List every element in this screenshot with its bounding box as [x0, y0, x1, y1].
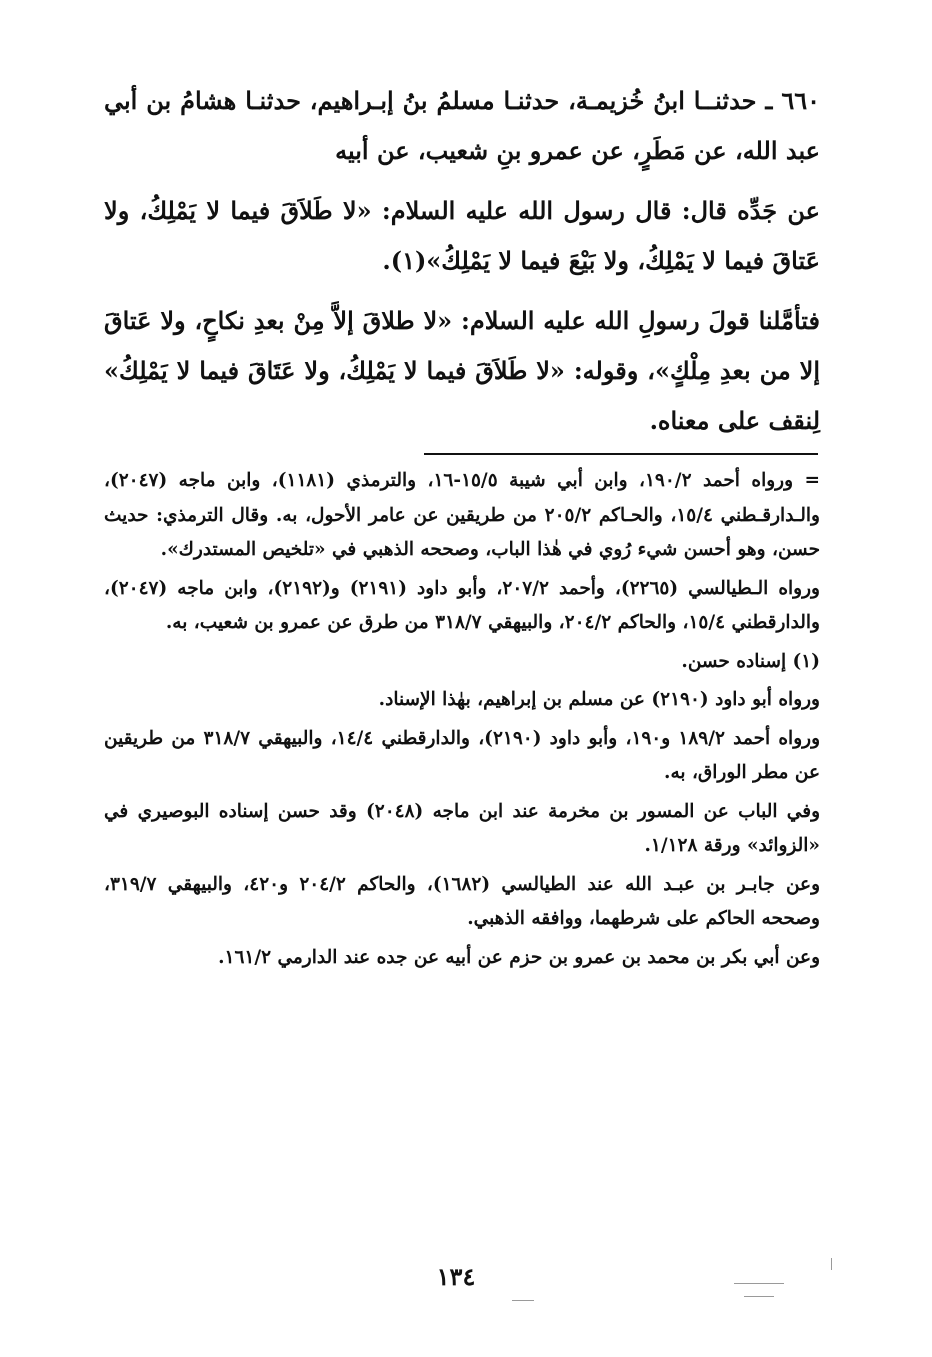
scan-mark	[831, 1258, 832, 1270]
page-number: ١٣٤	[436, 1262, 476, 1291]
hadith-paragraph: ٦٦٠ ـ حدثنــا ابنُ خُزيمـة، حدثنـا مسلمُ بنُ إبـراهيم، حدثنـا هشامُ بن أبي عبد الله، عن مَطَرٍ، عن عمرو بنِ شعيب، عن أبيه	[104, 86, 820, 165]
footnote-separator	[424, 453, 818, 455]
footnote-paragraph: ورواه أبو داود (٢١٩٠) عن مسلم بن إبراهيم، بهٰذا الإسناد.	[378, 689, 820, 710]
hadith-paragraph: عن جَدِّه قال: قال رسول الله عليه السلام: «لا طَلاَقَ فيما لا يَمْلِكُ، ولا عَتاقَ فيما لا يَمْلِكُ، ولا بَيْعَ فيما لا يَمْلِكُ»(١).	[104, 196, 820, 275]
footnotes	[104, 464, 820, 979]
commentary-paragraph: فتأمَّلنا قولَ رسولِ الله عليه السلام: «لا طلاقَ إلاَّ مِنْ بعدِ نكاحٍ، ولا عَتاقَ إلا من بعدِ مِلْكٍ»، وقوله: «لا طَلاَقَ فيما لا يَمْلِكُ، ولا عَتَاقَ فيما لا يَمْلِكُ» لِنقف على معناه.	[104, 306, 820, 435]
main-text	[104, 76, 820, 456]
scan-mark	[512, 1300, 534, 1301]
scan-mark	[734, 1283, 784, 1284]
footnote-paragraph: وعن أبي بكر بن محمد بن عمرو بن حزم عن أبيه عن جده عند الدارمي ١٦١/٢.	[218, 946, 820, 968]
footnote-paragraph: ورواه الـطيالسي (٢٢٦٥)، وأحمد ٢٠٧/٢، وأبو داود (٢١٩١) و(٢١٩٢)، وابن ماجه (٢٠٤٧)، والدارقطني ١٥/٤، والحاكم ٢٠٤/٢، والبيهقي ٣١٨/٧ من طرق عن عمرو بن شعيب، به.	[104, 577, 820, 633]
footnote-paragraph: وعن جابـر بن عبـد الله عند الطيالسي (١٦٨٢)، والحاكم ٢٠٤/٢ و٤٢٠، والبيهقي ٣١٩/٧، وصححه الحاكم على شرطهما، ووافقه الذهبي.	[104, 873, 821, 929]
footnote-paragraph: وفي الباب عن المسور بن مخرمة عند ابن ماجه (٢٠٤٨) وقد حسن إسناده البوصيري في «الزوائد» ورقة ١/١٢٨.	[104, 800, 821, 856]
footnote-paragraph: = ورواه أحمد ١٩٠/٢، وابن أبي شيبة ١٥/٥-١٦، والترمذي (١١٨١)، وابن ماجه (٢٠٤٧)، والـدارقـطني ١٥/٤، والحـاكم ٢٠٥/٢ من طريقين عن عامر الأحول، به. وقال الترمذي: حديث حسن، وهو أحسن شيء رُوي في هٰذا الباب، وصححه الذهبي في «تلخيص المستدرك».	[104, 470, 820, 560]
scan-mark	[744, 1296, 774, 1297]
footnote-paragraph: ورواه أحمد ١٨٩/٢ و١٩٠، وأبو داود (٢١٩٠)، والدارقطني ١٤/٤، والبيهقي ٣١٨/٧ من طريقين عن مطر الوراق، به.	[104, 727, 821, 783]
footnote-paragraph: (١) إسناده حسن.	[681, 650, 820, 672]
